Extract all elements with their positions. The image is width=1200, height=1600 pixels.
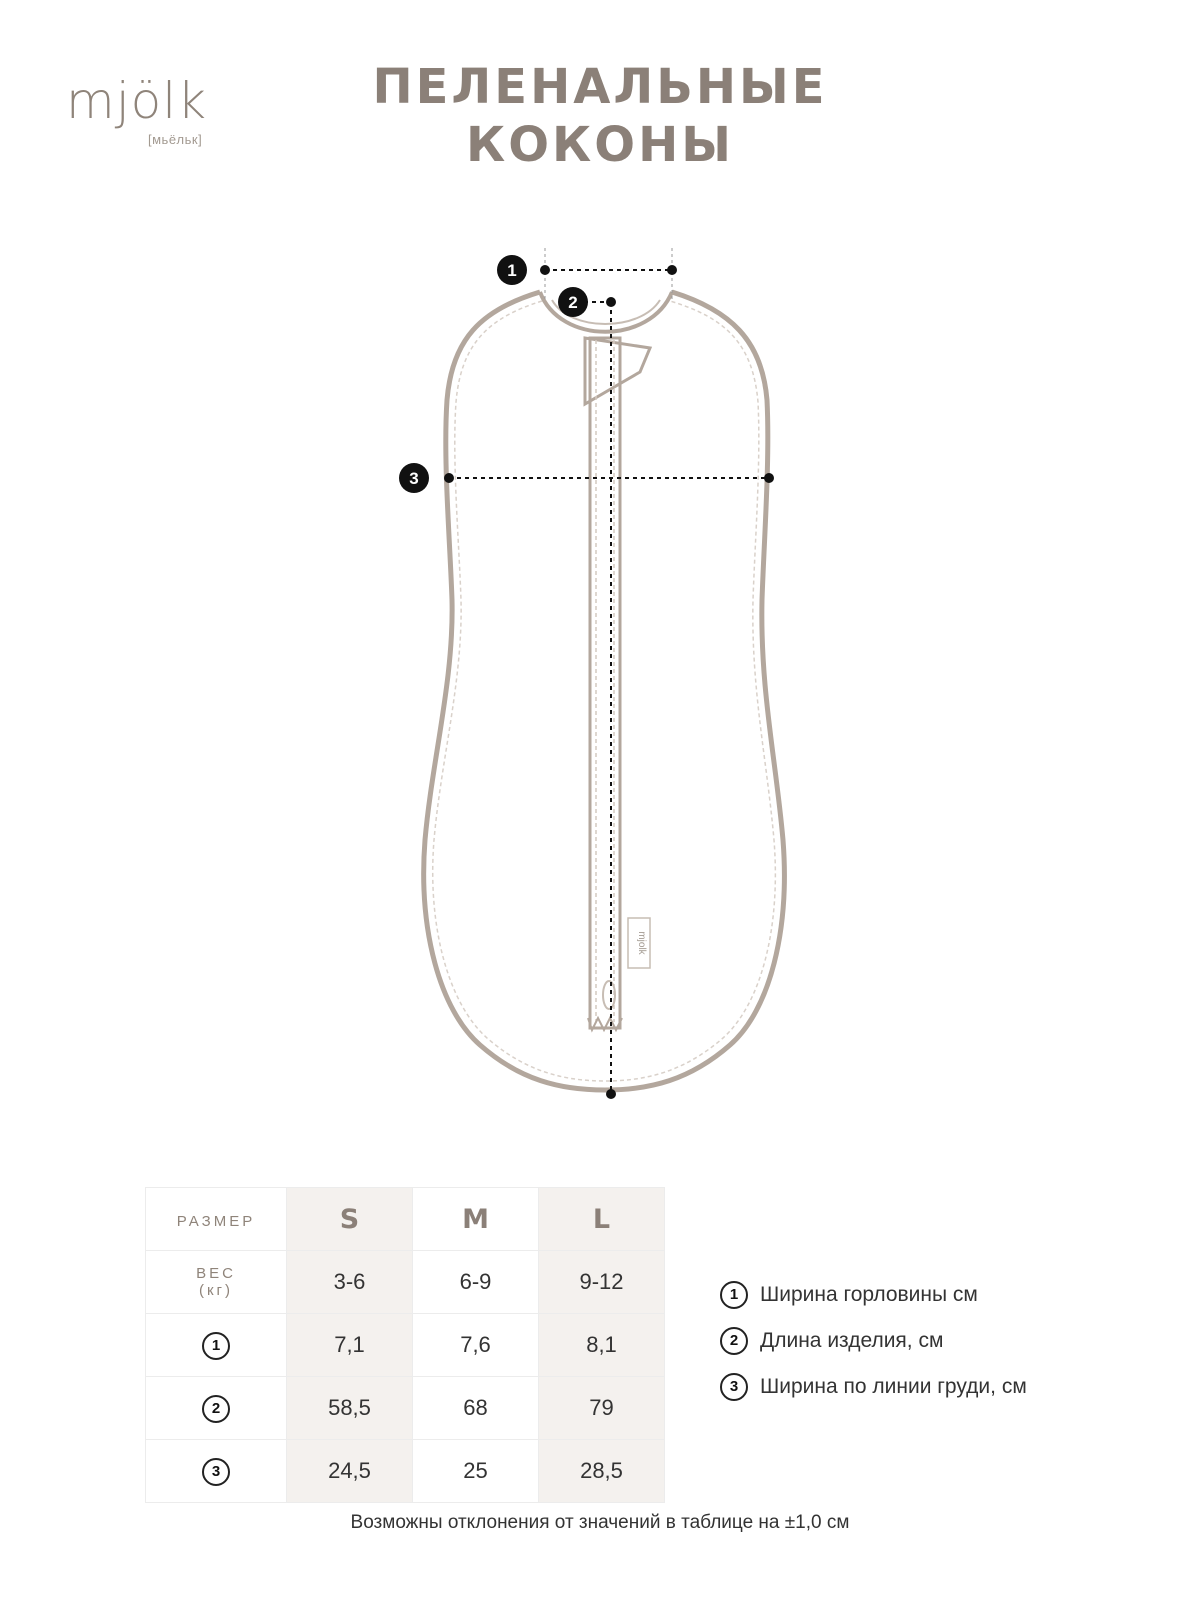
- weight-l: 9-12: [539, 1251, 665, 1314]
- value-cell: 68: [413, 1377, 539, 1440]
- weight-unit: (кг): [198, 1282, 234, 1299]
- table-header-row: [146, 1188, 665, 1251]
- value-cell: 24,5: [287, 1440, 413, 1503]
- size-label-cell: [146, 1188, 287, 1251]
- value-cell: 28,5: [539, 1440, 665, 1503]
- size-s-cell: [287, 1188, 413, 1251]
- size-l-cell: [539, 1188, 665, 1251]
- legend-text-1: Ширина горловины см: [760, 1283, 978, 1306]
- row-marker-1: 1: [202, 1332, 230, 1360]
- value-cell: 7,1: [287, 1314, 413, 1377]
- garment-outline-inner: [433, 301, 776, 1081]
- title-line-2: КОКОНЫ: [466, 117, 734, 173]
- legend-marker-2: 2: [720, 1327, 748, 1355]
- row-marker-3: 3: [202, 1458, 230, 1486]
- weight-s: 3-6: [287, 1251, 413, 1314]
- value-cell: 58,5: [287, 1377, 413, 1440]
- marker-2-label: 2: [568, 293, 578, 312]
- table-row: [146, 1440, 665, 1503]
- table-row: [146, 1377, 665, 1440]
- zipper-strip: [590, 338, 620, 1028]
- weight-m: 6-9: [413, 1251, 539, 1314]
- legend-marker-3: 3: [720, 1373, 748, 1401]
- neck-flap: [585, 338, 650, 404]
- zipper-end: [588, 1018, 622, 1030]
- table-row: [146, 1314, 665, 1377]
- size-m-cell: [413, 1188, 539, 1251]
- legend-text-3: Ширина по линии груди, см: [760, 1375, 1027, 1398]
- legend-text-2: Длина изделия, см: [760, 1329, 944, 1352]
- legend-item: [720, 1272, 1027, 1318]
- legend-marker-1: 1: [720, 1281, 748, 1309]
- size-l: L: [592, 1203, 611, 1235]
- table-row-weight: [146, 1251, 665, 1314]
- weight-label-cell: [146, 1251, 287, 1314]
- value-cell: 8,1: [539, 1314, 665, 1377]
- tolerance-note: Возможны отклонения от значений в таблице на ±1,0 см: [350, 1512, 850, 1533]
- brand-subtitle: [мьёльк]: [148, 132, 203, 147]
- marker-1-label: 1: [507, 261, 517, 280]
- size-label: РАЗМЕР: [176, 1213, 256, 1230]
- size-table: [145, 1187, 665, 1503]
- value-cell: 7,6: [413, 1314, 539, 1377]
- measurement-legend: [720, 1272, 1027, 1410]
- brand-tag-text: mjolk: [636, 931, 647, 955]
- legend-item: [720, 1364, 1027, 1410]
- legend-item: [720, 1318, 1027, 1364]
- zipper-pull: [603, 981, 615, 1009]
- value-cell: 25: [413, 1440, 539, 1503]
- size-m: M: [462, 1203, 489, 1235]
- weight-label: ВЕС: [196, 1265, 236, 1282]
- title-line-1: ПЕЛЕНАЛЬНЫЕ: [372, 59, 828, 115]
- size-s: S: [339, 1203, 360, 1235]
- value-cell: 79: [539, 1377, 665, 1440]
- row-marker-2: 2: [202, 1395, 230, 1423]
- brand-name: mjölk: [66, 72, 208, 130]
- marker-3-label: 3: [409, 469, 419, 488]
- garment-outline: [424, 292, 785, 1090]
